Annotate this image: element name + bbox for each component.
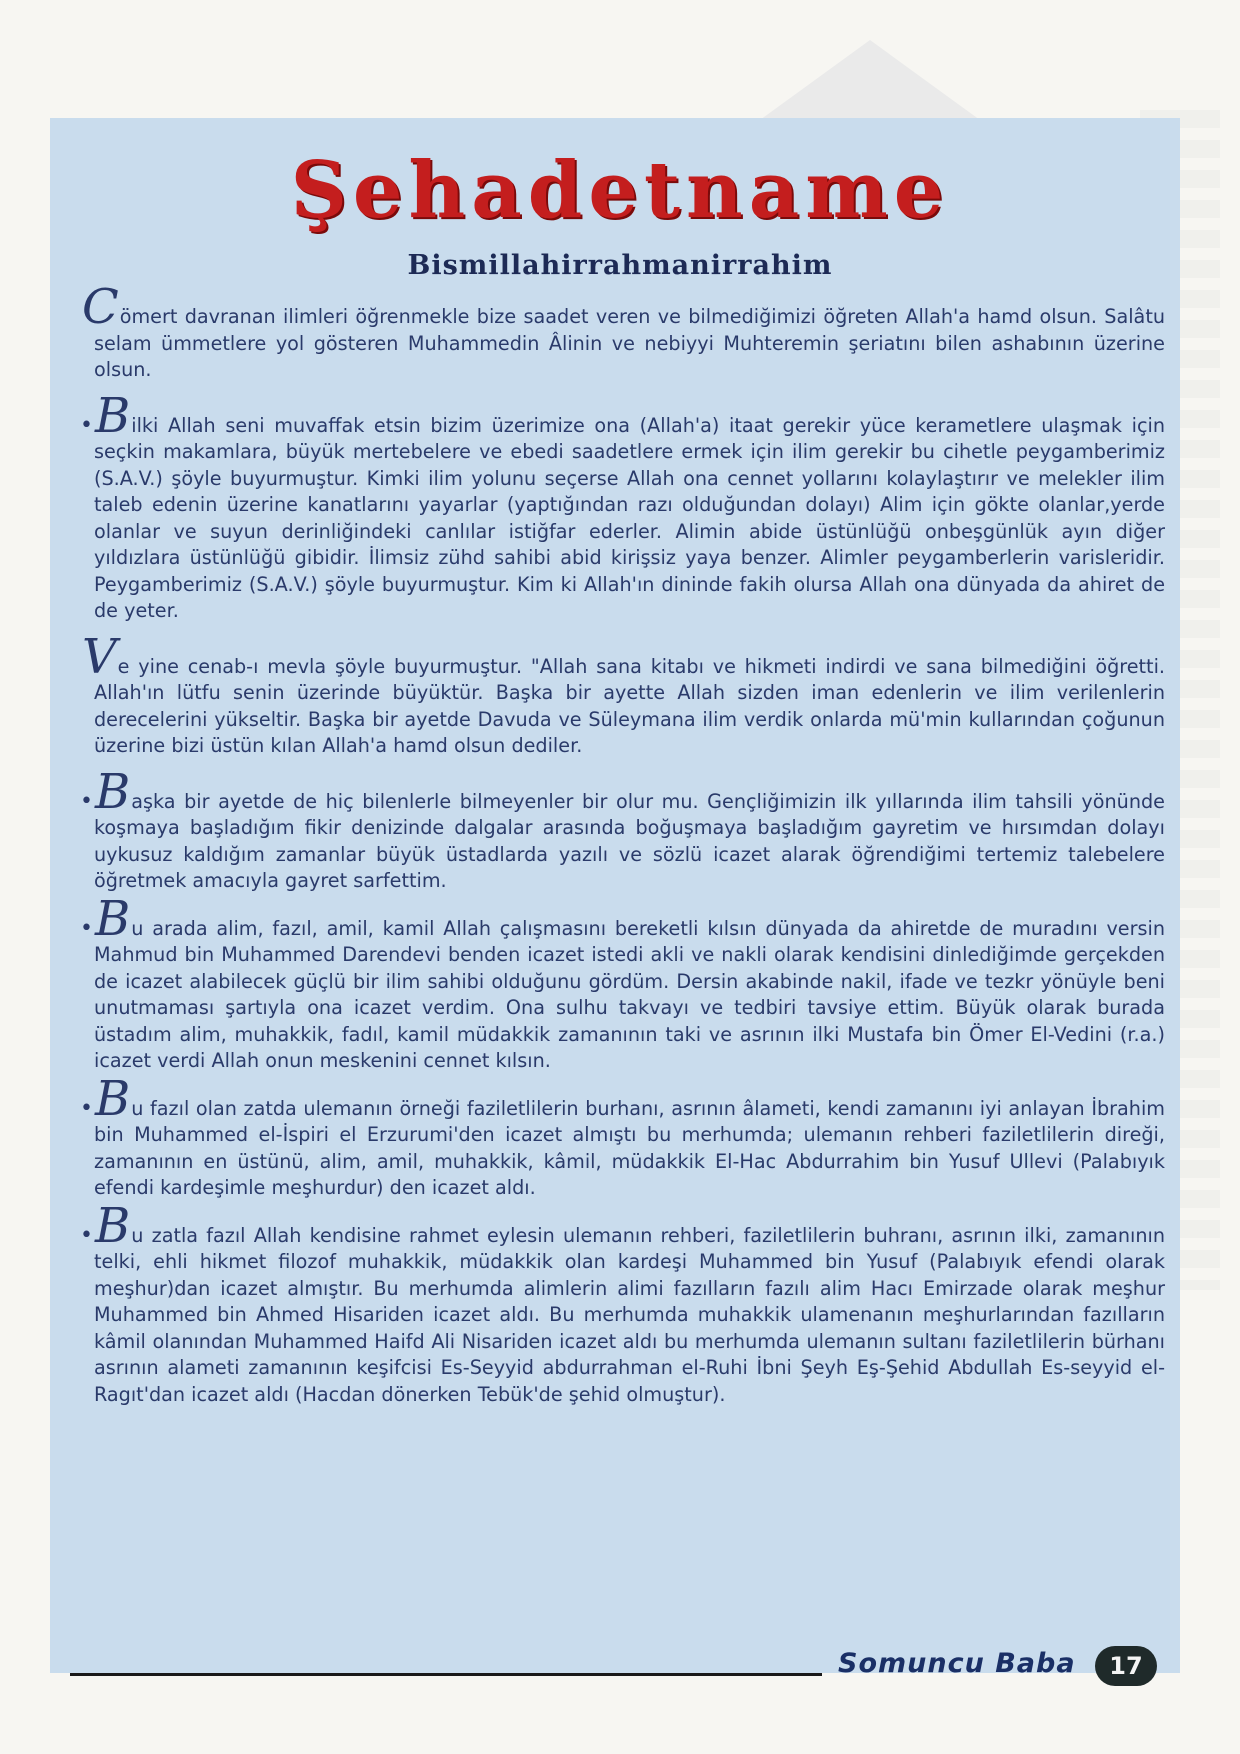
paragraph-1 <box>80 279 1165 384</box>
paragraph-7 <box>80 1197 1165 1409</box>
drop-cap: B <box>94 890 131 947</box>
page-number-badge: 17 <box>1095 1646 1157 1686</box>
paragraph-text: e yine cenab-ı mevla şöyle buyurmuştur. "Allah sana kitabı ve hikmeti indirdi ve sana bilmediğini öğretti. Allah'ın lütfu senin üzerinde büyüktür. Başka bir ayette Allah sizden iman edenlerin ve ilim verilenlerin derecelerini yükseltir. Başka bir ayetde Davuda ve Süleymana ilim verdik onlarda mü'min kullarından çoğunun üzerine bizi üstün kılan Allah'a hamd olsun dediler. <box>94 654 1165 757</box>
paragraph-bullet: • <box>80 1095 93 1121</box>
drop-cap: C <box>82 279 119 335</box>
paragraph-bullet: • <box>80 412 93 438</box>
paragraph-text: aşka bir ayetde de hiç bilenlerle bilmeyenler bir olur mu. Gençliğimizin ilk yıllarında ilim tahsili yönünde koşmaya başladığım fikir denizinde dalgalar arasında boğuşmaya başladığım gayretim ve hırsımdan dolayı uykusuz kaldığım zamanlar büyük üstadlarda yazılı ve sözlü icazet alarak öğrendiğimi tertemiz talebelere öğretmek amacıyla gayret sarfettim. <box>94 789 1165 892</box>
footer-rule <box>70 1673 822 1676</box>
paragraph-2 <box>80 387 1165 625</box>
background-decoration <box>760 40 980 120</box>
paragraph-text: ilki Allah seni muvaffak etsin bizim üzerimize ona (Allah'a) itaat gerekir yüce kerametlere ulaşmak için seçkin makamlara, büyük mertebelere ve ebedi saadetlere ermek için ilim gerekir bu cihetle peygamberimiz (S.A.V.) şöyle buyurmuştur. Kimki ilim yolunu seçerse Allah ona cennet yollarını kolaylaştırır ve melekler ilim taleb edenin üzerine kanatlarını yayarlar (yaptığından razı olduğundan dolayı) Alim için gökte olanlar,yerde olanlar ve suyun derinliğindeki canlılar istiğfar ederler. Alimin abide üstünlüğü onbeşgünlük ayın diğer yıldızlara üstünlüğü gibidir. İlimsiz zühd sahibi abid kirişsiz yaya benzer. Alimler peygamberlerin varisleridir. Peygamberimiz (S.A.V.) şöyle buyurmuştur. Kim ki Allah'ın dininde fakih olursa Allah ona dünyada da ahiret de de yeter. <box>94 413 1165 622</box>
drop-cap: B <box>94 387 131 444</box>
paragraph-bullet: • <box>80 788 93 814</box>
article-body <box>80 279 1165 1422</box>
paragraph-text: u arada alim, fazıl, amil, kamil Allah çalışmasını bereketli kılsın dünyada da ahiretde de muradını versin Mahmud bin Muhammed Darendevi benden icazet istedi akli ve nakli olarak kendisini dinlediğimde gerçekden de icazet alabilecek güçlü bir ilim sahibi olduğunu gördüm. Dersin akabinde nakil, ifade ve tezkr yönüyle beni unutmaması şartıyla ona icazet verdim. Ona sulhu takvayı ve tedbiri tavsiye ettim. Büyük olarak burada üstadım alim, muhakkik, fadıl, kamil müdakkik zamanının taki ve asrının ilki Mustafa bin Ömer El-Vedini (r.a.) icazet verdi Allah onun meskenini cennet kılsın. <box>94 916 1165 1072</box>
paragraph-bullet: • <box>80 915 93 941</box>
paragraph-text: ömert davranan ilimleri öğrenmekle bize saadet veren ve bilmediğimizi öğreten Allah'a hamd olsun. Salâtu selam ümmetlere yol gösteren Muhammedin Âlinin ve nebiyyi Muhteremin şeriatını bilen ashabının üzerine olsun. <box>94 305 1165 381</box>
drop-cap: B <box>94 763 131 820</box>
drop-cap: B <box>94 1197 131 1254</box>
drop-cap: B <box>94 1070 131 1127</box>
basmala: Bismillahirrahmanirrahim <box>407 250 833 281</box>
paragraph-5 <box>80 890 1165 1075</box>
paragraph-text: u fazıl olan zatda ulemanın örneği faziletlilerin burhanı, asrının âlameti, kendi zamanını iyi anlayan İbrahim bin Muhammed el-İspiri el Erzurumi'den icazet almıştı bu merhumda; ulemanın rehberi faziletlilerin direği, zamanının en üstünü, alim, amil, muhakkik, kâmil, müdakkik El-Hac Abdurrahim bin Yusuf Ullevi (Palabıyık efendi kardeşimle meşhurdur) den icazet aldı. <box>94 1096 1165 1199</box>
drop-cap: V <box>82 628 117 685</box>
paragraph-4 <box>80 763 1165 895</box>
paragraph-3 <box>80 628 1165 760</box>
paragraph-6 <box>80 1070 1165 1202</box>
paragraph-text: u zatla fazıl Allah kendisine rahmet eylesin ulemanın rehberi, faziletlilerin buhranı, asrının ilki, zamanının telki, ehli hikmet filozof muhakkik, müdakkik olan kardeşi Muhammed bin Yusuf (Palabıyık efendi olarak meşhur)dan icazet almıştır. Bu merhumda alimlerin alimi fazılların fazılı alim Hacı Emirzade olarak meşhur Muhammed bin Ahmed Hisariden icazet aldı. Bu merhumda muhakkik ulamenanın meşhurlarından fazılların kâmil olanından Muhammed Haifd Ali Nisariden icazet aldı bu merhumda ulemanın sultanı faziletlilerin bürhanı asrının alameti zamanının keşifcisi Es-Seyyid abdurrahman el-Ruhi İbni Şeyh Eş-Şehid Abdullah Es-seyyid el-Ragıt'dan icazet aldı (Hacdan dönerken Tebük'de şehid olmuştur). <box>94 1223 1165 1406</box>
page-title: Şehadetname <box>290 145 950 236</box>
paragraph-bullet: • <box>80 1222 93 1248</box>
magazine-brand: Somuncu Baba <box>838 1648 1076 1679</box>
